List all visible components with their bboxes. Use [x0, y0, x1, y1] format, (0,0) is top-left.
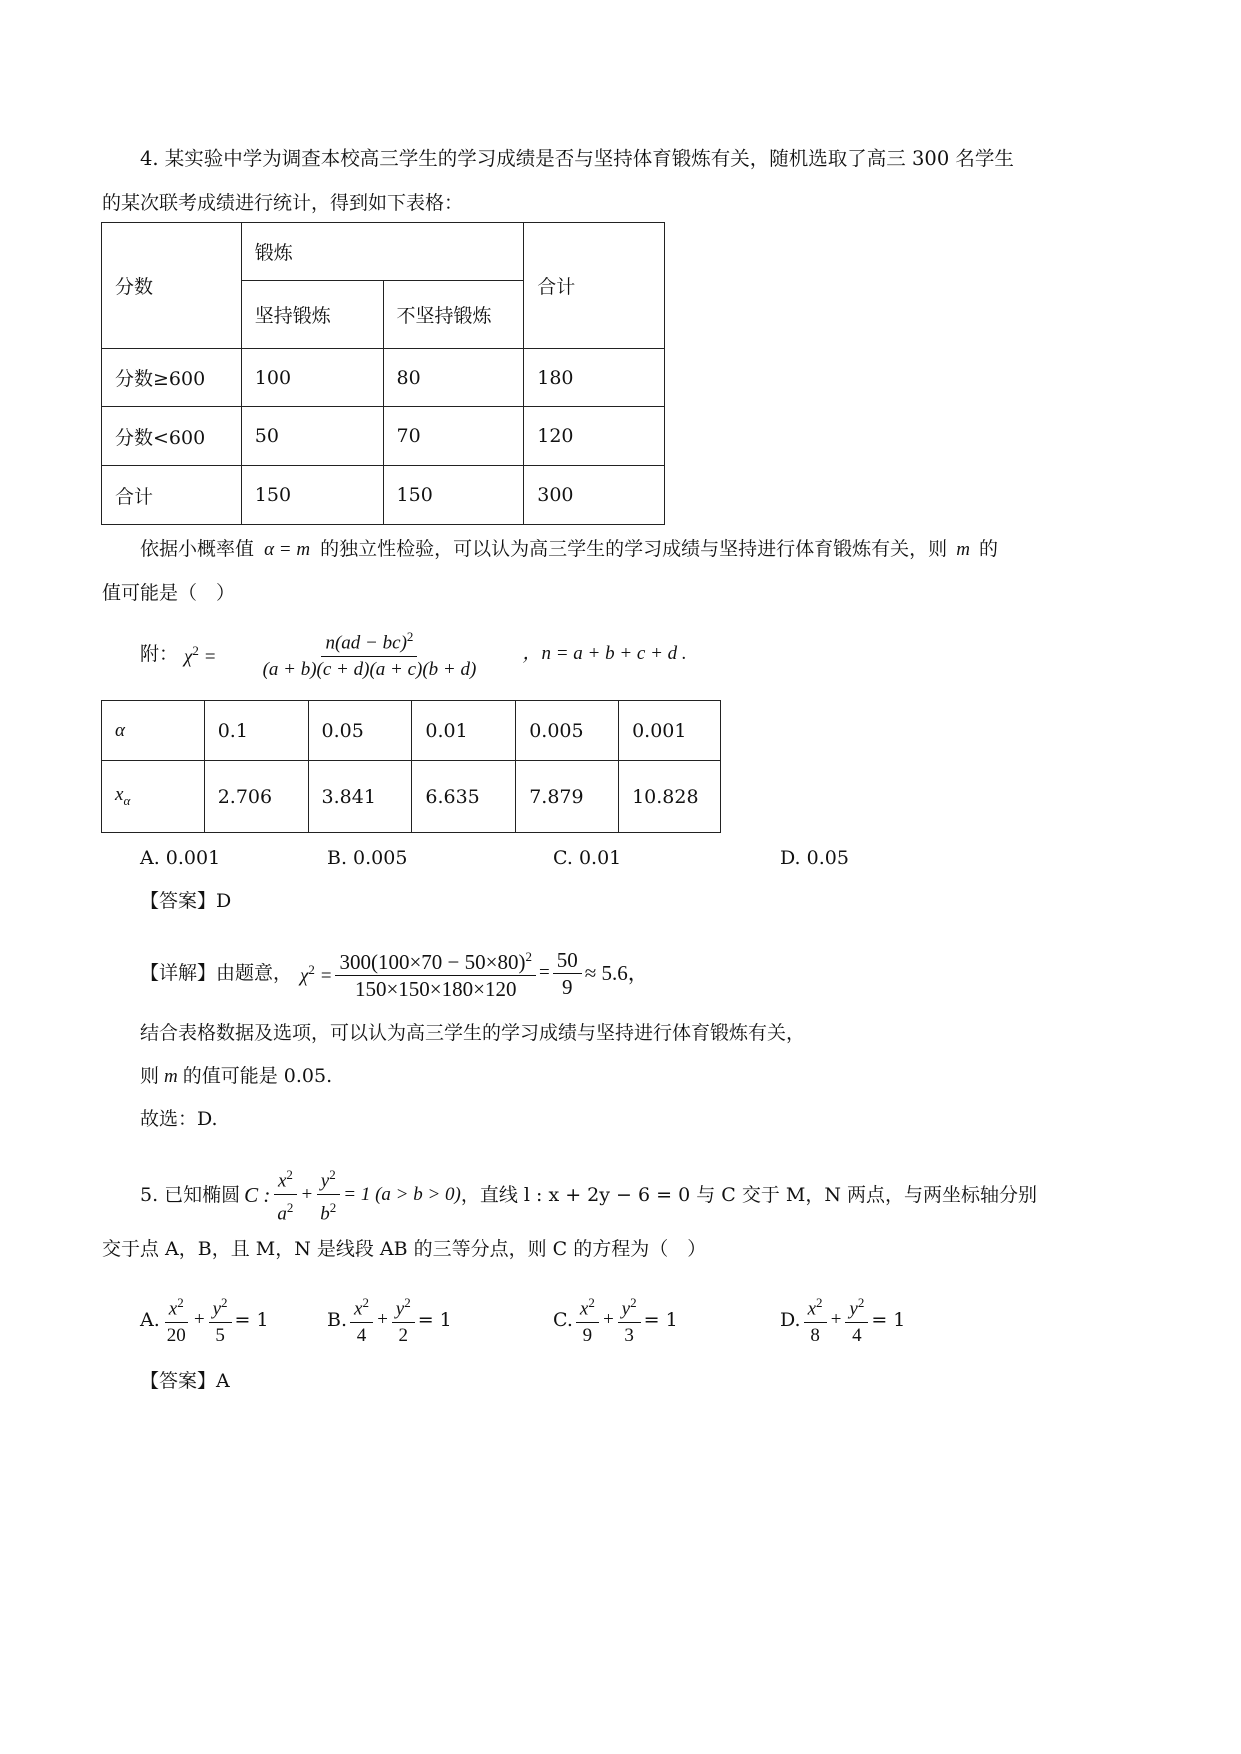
option-b: B. 0.005 [327, 847, 408, 869]
chi-symbol: $\chi^2$ = [300, 961, 333, 987]
detail-label: 【详解】由题意， [140, 962, 293, 984]
q5-option-a: A. $\frac{x^2}{20}$ + $\frac{y^2}{5}$ = 1 [140, 1290, 269, 1349]
critical-value-table [101, 700, 721, 833]
result-denominator: 9 [561, 974, 573, 999]
table-cell: 70 [383, 407, 524, 466]
conclusion-line-1: 结合表格数据及选项，可以认为高三学生的学习成绩与坚持进行体育锻炼有关， [140, 1022, 806, 1044]
header-keep: 坚持锻炼 [241, 281, 383, 349]
y-fraction: $\frac{y^2}{b^2}$ [316, 1162, 340, 1228]
chi-symbol: $\chi^2$ = [184, 642, 217, 667]
table-cell: 300 [524, 466, 665, 525]
table-cell: 0.001 [619, 701, 721, 761]
alpha-label: α [102, 701, 205, 761]
q5-stem-line1: 5. 已知椭圆 C : $\frac{x^2}{a^2}$ + $\frac{y^2}{b^2}$ = 1 (a > b > 0) ，直线 l : x + 2y − 6 = 0 与 C 交于 M，N 两点，与两坐标轴分别 [140, 1162, 1037, 1228]
header-score: 分数 [102, 223, 242, 349]
table-row [102, 349, 665, 407]
q4-stem-line1: 4. 某实验中学为调查本校高三学生的学习成绩是否与坚持体育锻炼有关，随机选取了高三 300 名学生 [140, 147, 1014, 170]
header-total: 合计 [524, 223, 665, 349]
table-row [102, 761, 721, 833]
table-cell: 0.005 [516, 701, 619, 761]
detail-fraction [335, 944, 536, 1002]
line-l: ，直线 l : x + 2y − 6 = 0 与 C 交于 M，N 两点，与两坐标轴分别 [460, 1183, 1037, 1206]
table-cell: 50 [241, 407, 383, 466]
table-cell: 分数<600 [102, 407, 242, 466]
option-a: A. 0.001 [140, 847, 221, 869]
option-d: D. 0.05 [780, 847, 849, 869]
q5-prefix: 5. 已知椭圆 [140, 1183, 241, 1206]
x-alpha-label: $x_\alpha$ [102, 761, 205, 833]
ellipse-condition: = 1 (a > b > 0) [343, 1183, 461, 1205]
q5-option-c: C. $\frac{x^2}{9}$ + $\frac{y^2}{3}$ = 1 [553, 1290, 678, 1349]
table-cell: 0.1 [204, 701, 308, 761]
q5-answer: 【答案】A [140, 1370, 230, 1392]
variable-m: m [956, 539, 970, 560]
table-cell: 3.841 [308, 761, 412, 833]
result-fraction [553, 947, 582, 1000]
chi-fraction [219, 624, 519, 683]
alpha-expression: α = m [264, 539, 311, 560]
table-row [102, 466, 665, 525]
table-cell: 分数≥600 [102, 349, 242, 407]
condition-text-1: 依据小概率值 [140, 538, 255, 560]
q4-condition-line [140, 536, 998, 563]
table-cell: 150 [383, 466, 524, 525]
table-cell: 150 [241, 466, 383, 525]
result-numerator: 50 [553, 947, 582, 974]
chi-square-formula [140, 624, 687, 683]
q4-stem-line2: 的某次联考成绩进行统计，得到如下表格： [102, 192, 464, 214]
table-cell: 100 [241, 349, 383, 407]
conclusion-line-2: 则 m 的值可能是 0.05. [140, 1065, 333, 1087]
table-row [102, 407, 665, 466]
condition-text-2: 的独立性检验，可以认为高三学生的学习成绩与坚持进行体育锻炼有关，则 [320, 538, 948, 560]
table-cell: 合计 [102, 466, 242, 525]
q4-choose: 故选：D. [140, 1108, 218, 1130]
q4-answer: 【答案】D [140, 890, 232, 912]
table-cell: 0.01 [412, 701, 516, 761]
x-fraction: $\frac{x^2}{a^2}$ [273, 1162, 297, 1228]
detail-numerator: $300(100\times 70 - 50\times 80)^2$ [335, 944, 536, 976]
n-definition: ，n = a + b + c + d . [522, 642, 687, 664]
chi-denominator: (a + b)(c + d)(a + c)(b + d) [262, 659, 477, 681]
table-cell: 2.706 [204, 761, 308, 833]
table-row [102, 701, 721, 761]
q4-question-line: 值可能是（ ） [102, 582, 236, 604]
option-c: C. 0.01 [553, 847, 622, 869]
table-cell: 0.05 [308, 701, 412, 761]
header-not-keep: 不坚持锻炼 [383, 281, 524, 349]
table-cell: 10.828 [619, 761, 721, 833]
q4-detail: 【详解】由题意， $\chi^2$ = $\frac{300(100\times 70 - 50\times 80)^2}{150\times 150\times 180\times 120}$ = $\frac{50}{9}$ ≈ 5.6， [140, 944, 649, 1002]
detail-denominator: 150×150×180×120 [354, 977, 517, 1001]
header-exercise: 锻炼 [241, 223, 523, 281]
attach-label: 附： [140, 642, 179, 665]
table-cell: 180 [524, 349, 665, 407]
table-cell: 120 [524, 407, 665, 466]
q5-stem-line2: 交于点 A，B，且 M，N 是线段 AB 的三等分点，则 C 的方程为（ ） [102, 1238, 707, 1260]
table-cell: 7.879 [516, 761, 619, 833]
table-cell: 6.635 [412, 761, 516, 833]
table-cell: 80 [383, 349, 524, 407]
score-exercise-table [101, 222, 665, 525]
approx-value: ≈ 5.6， [584, 961, 649, 985]
chi-numerator: n(ad − bc)$^2$ [321, 624, 417, 657]
q5-option-d: D. $\frac{x^2}{8}$ + $\frac{y^2}{4}$ = 1 [780, 1290, 905, 1349]
condition-text-3: 的 [978, 538, 998, 560]
q5-option-b: B. $\frac{x^2}{4}$ + $\frac{y^2}{2}$ = 1 [327, 1290, 452, 1349]
